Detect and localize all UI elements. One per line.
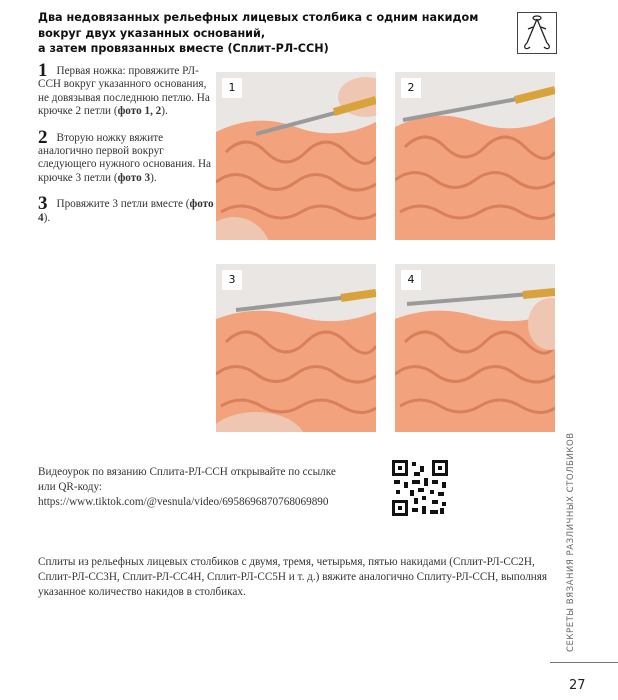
video-link[interactable]: https://www.tiktok.com/@vesnula/video/6958696870768069890 [38,495,329,508]
video-info: Видеоурок по вязанию Сплита-РЛ-ССН открывайте по ссылке или QR-коду: https://www.tiktok.com/@vesnula/video/6958696870768069890 [38,465,383,509]
page-rule [550,662,618,663]
sidebar-section-title: СЕКРЕТЫ ВЯЗАНИЯ РАЗЛИЧНЫХ СТОЛБИКОВ [566,432,576,652]
step-3: 3 Провяжите 3 петли вместе (фото 4). [38,193,214,224]
photo-3: 3 [216,264,376,432]
page-number: 27 [569,678,586,693]
qr-code-icon[interactable] [392,460,448,516]
section-title: Два недовязанных рельефных лицевых столбика с одним накидом вокруг двух указанных оснований, а затем провязанных вместе (Сплит-РЛ-ССН) [38,11,479,55]
photo-1: 1 [216,72,376,240]
photo-2: 2 [395,72,555,240]
note-text: Сплиты из рельефных лицевых столбиков с двумя, тремя, четырьмя, пятью накидами (Сплит-РЛ-СС2Н, Сплит-РЛ-СС3Н, Сплит-РЛ-СС4Н, Сплит-РЛ-СС5Н и т. д.) вяжите аналогично Сплиту-РЛ-ССН, выполняя указанное количество накидов в столбиках. [38,556,548,598]
step-1: 1 Первая ножка: провяжите РЛ-ССН вокруг указанного основания, не довязывая последнюю петлю. На крючке 2 петли (фото 1, 2). [38,60,210,118]
photo-4: 4 [395,264,555,432]
steps-list [38,60,214,237]
stitch-symbol-icon [517,12,557,54]
step-2: 2 Вторую ножку вяжите аналогично первой вокруг следующего нужного основания. На крючке 3 петли (фото 3). [38,126,212,184]
